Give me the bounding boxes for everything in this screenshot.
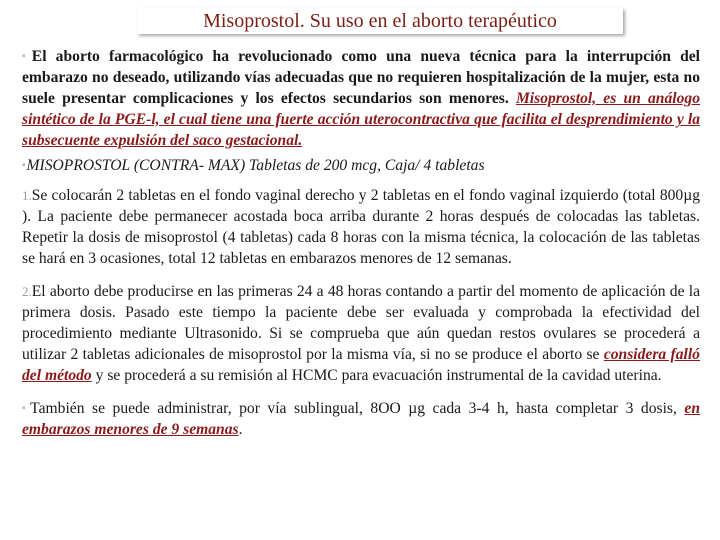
step-2-number: 2. [22,284,32,299]
step-1-text: Se colocarán 2 tabletas en el fondo vaginal derecho y 2 tabletas en el fondo vaginal izquierdo (total 800µg ). La paciente debe permanecer acostada boca arriba durante 2 horas después de colocadas las tabletas. Repetir la dosis de misoprostol (4 tabletas) cada 8 horas con la misma técnica, la colocación de las tabletas se hará en 3 ocasiones, total 12 tabletas en embarazos menores de 12 semanas. [22,187,700,267]
product-text: MISOPROSTOL (CONTRA- MAX) Tabletas de 200 mcg, Caja/ 4 tabletas [26,157,485,174]
title-box [137,8,623,34]
paragraph-step-1 [22,185,700,269]
paragraph-sublingual [22,398,700,440]
bullet-icon: ▪ [22,160,26,171]
step-1-number: 1. [22,188,32,203]
slide-content [22,46,700,440]
sublingual-text-before: También se puede administrar, por vía sublingual, 8OO µg cada 3-4 h, hasta completar 3 dosis, [30,400,685,417]
bullet-icon: ▪ [22,403,30,414]
step-2-text-after: y se procederá a su remisión al HCMC para evacuación instrumental de la cavidad uterina. [91,367,662,384]
paragraph-product [22,155,700,176]
paragraph-intro [22,46,700,151]
sublingual-text-after: . [238,421,243,438]
slide-title: Misoprostol. Su uso en el aborto terapéutico [203,10,557,32]
step-2-text-before: El aborto debe producirse en las primeras 24 a 48 horas contando a partir del momento de aplicación de la primera dosis. Pasado este tiempo la paciente debe ser evaluada y comprobada la efectividad del procedimiento mediante Ultrasonido. Si se comprueba que aún quedan restos ovulares se procederá a utilizar 2 tabletas adicionales de misoprostol por la misma vía, si no se produce el aborto se [22,283,700,363]
paragraph-step-2 [22,281,700,386]
intro-text: El aborto farmacológico ha revolucionado como una nueva técnica para la interrupción del embarazo no deseado, utilizando vías adecuadas que no requieren hospitalización de la mujer, esta no suele presentar complicaciones y los efectos secundarios son menores. [22,48,700,107]
intro-emphasis: Misoprostol, es un análogo sintético de la PGE-l, el cual tiene una fuerte acción uterocontractiva que facilita el desprendimiento y la subsecuente expulsión del saco gestacional. [22,90,700,149]
sublingual-emphasis: en embarazos menores de 9 semanas [22,400,700,438]
bullet-icon: ▪ [22,51,31,62]
step-2-emphasis: considera falló del método [22,346,700,384]
